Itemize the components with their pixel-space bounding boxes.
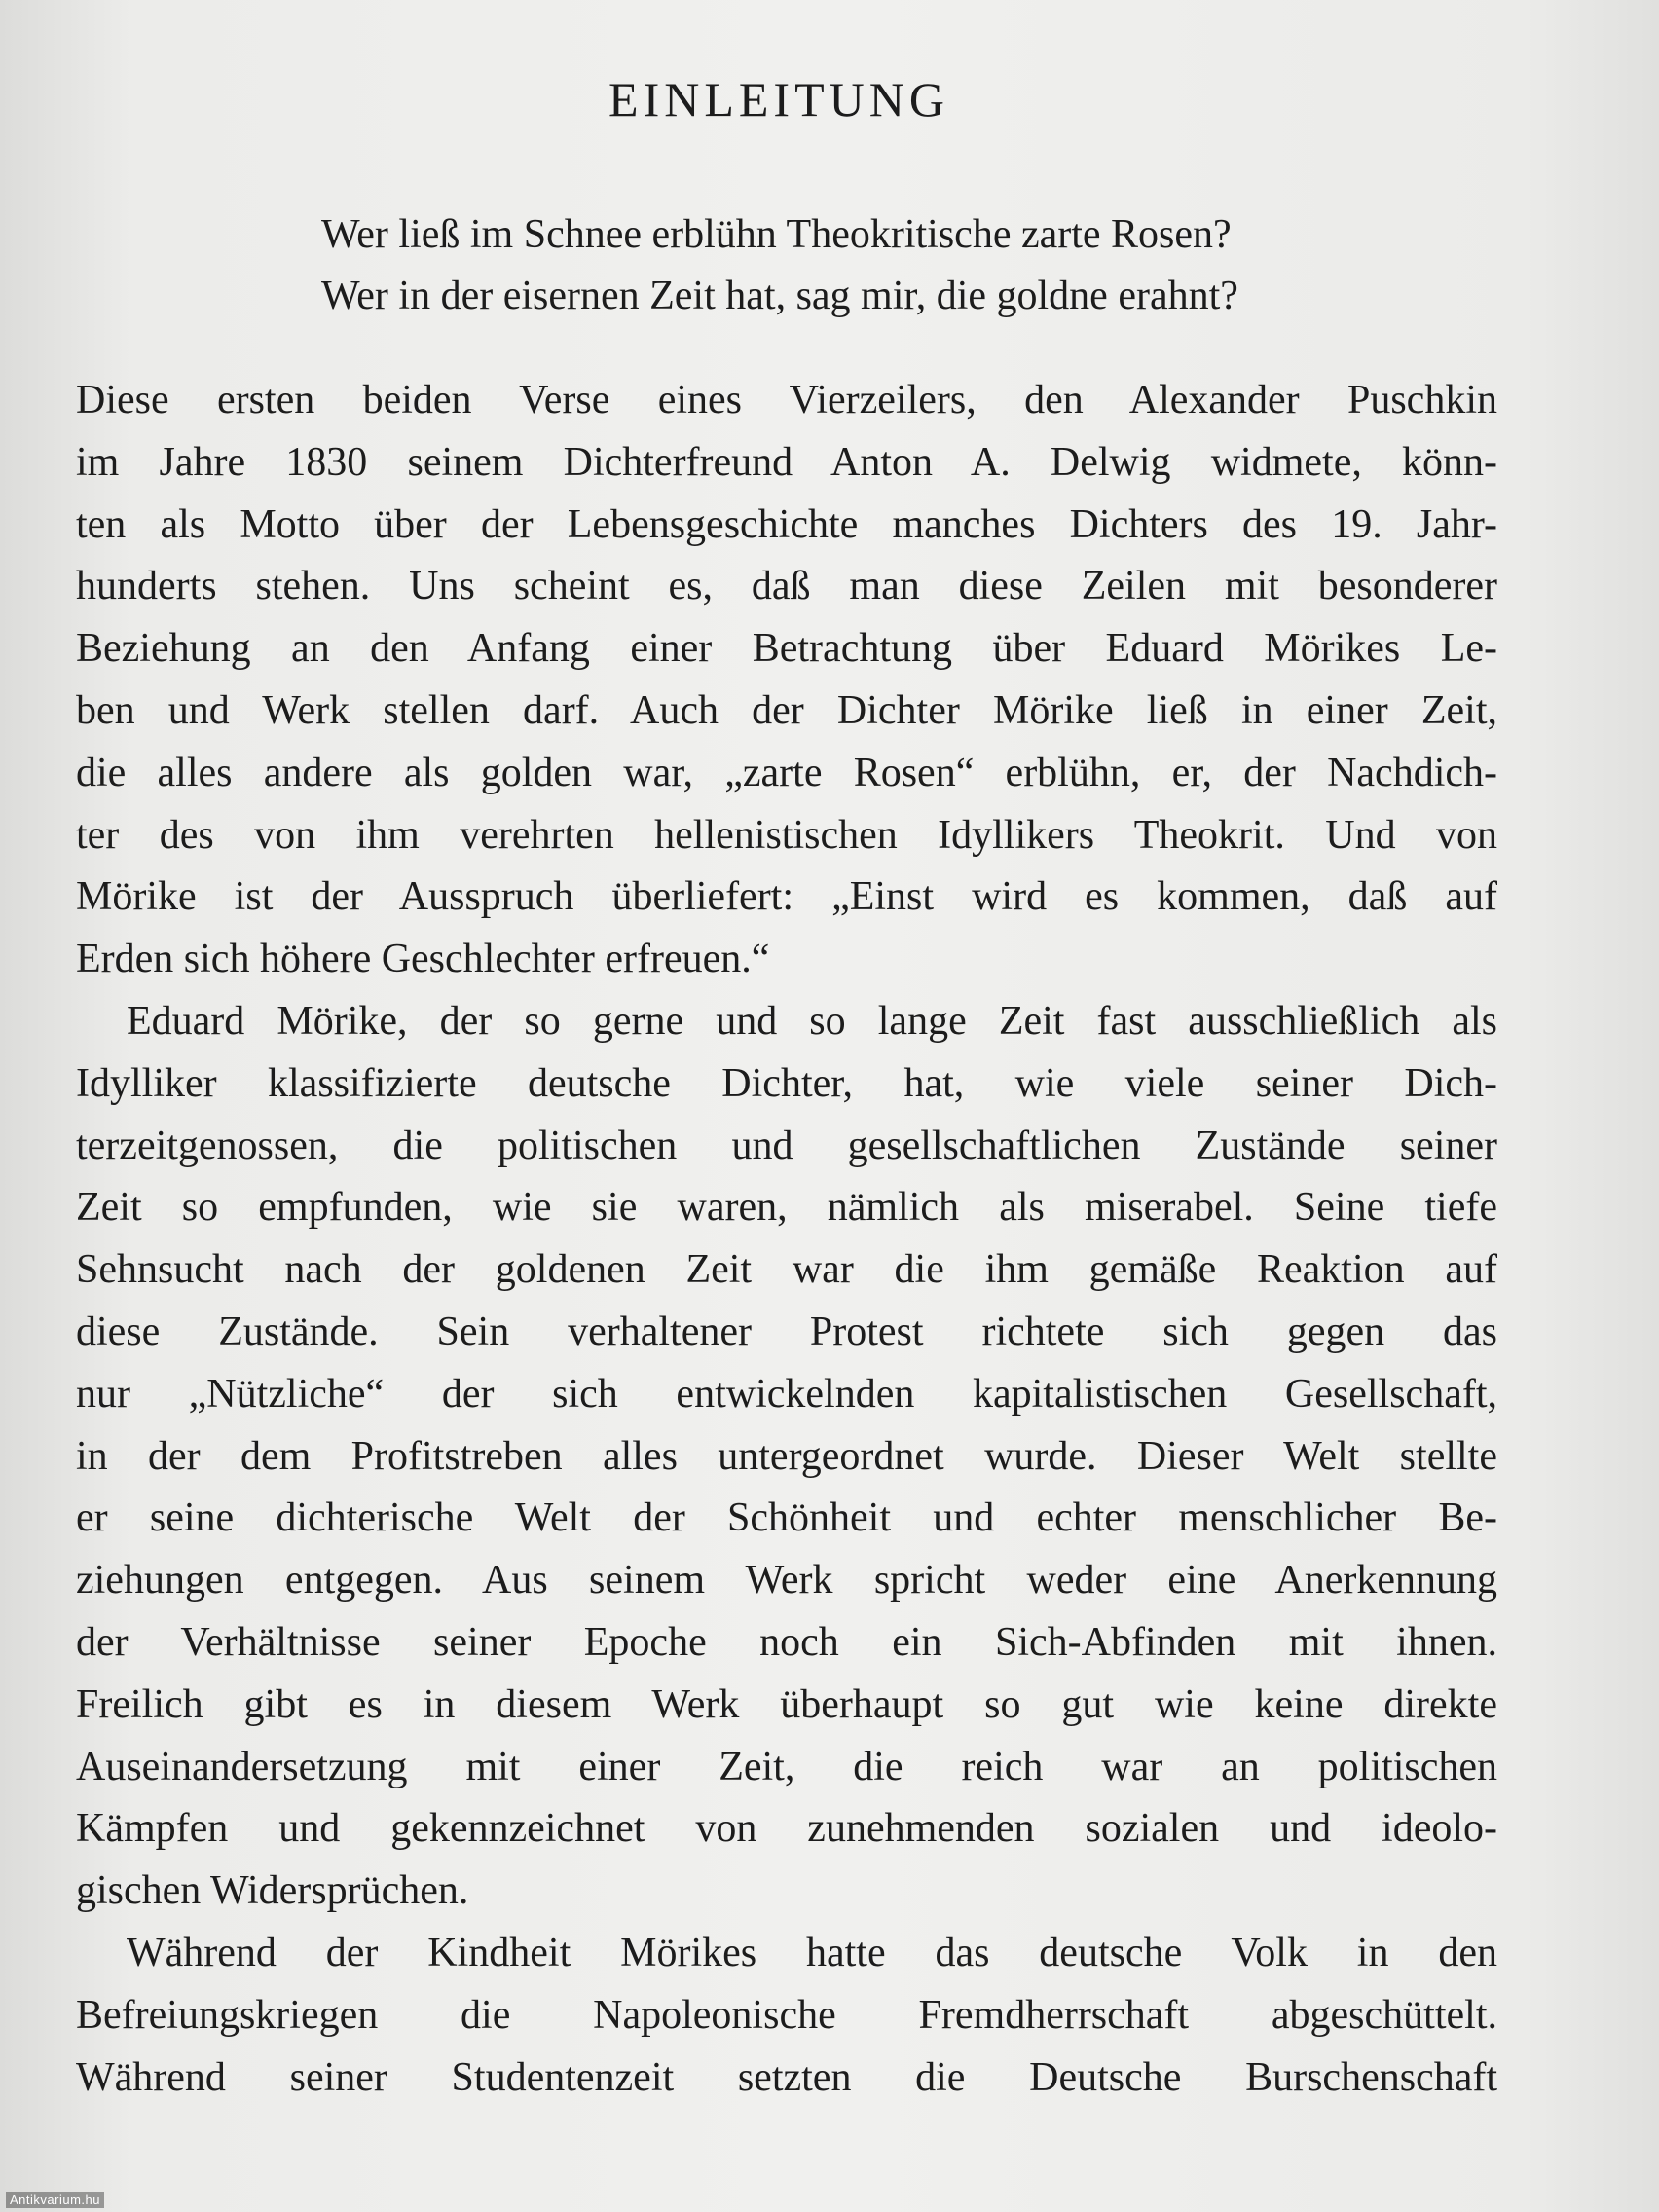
text-line: Kämpfen und gekennzeichnet von zunehmenden sozialen und ideolo-: [76, 1806, 1497, 1852]
text-line: hunderts stehen. Uns scheint es, daß man diese Zeilen mit besonderer: [76, 564, 1497, 609]
text-line: Erden sich höhere Geschlechter erfreuen.“: [76, 937, 770, 982]
text-line: terzeitgenossen, die politischen und gesellschaftlichen Zustände seiner: [76, 1123, 1497, 1168]
text-line: Diese ersten beiden Verse eines Vierzeilers, den Alexander Puschkin: [76, 378, 1497, 423]
text-line: die alles andere als golden war, „zarte Rosen“ erblühn, er, der Nachdich-: [76, 750, 1497, 795]
motto-verse: [321, 204, 1238, 327]
text-line: gischen Widersprüchen.: [76, 1868, 469, 1914]
text-line: ter des von ihm verehrten hellenistischen Idyllikers Theokrit. Und von: [76, 812, 1497, 858]
paragraph-1: [76, 370, 1497, 991]
text-line: nur „Nützliche“ der sich entwickelnden kapitalistischen Gesellschaft,: [76, 1371, 1497, 1417]
motto-line: Wer in der eisernen Zeit hat, sag mir, die goldne erahnt?: [321, 274, 1238, 318]
text-line: Idylliker klassifizierte deutsche Dichter, hat, wie viele seiner Dich-: [76, 1060, 1497, 1106]
text-line: im Jahre 1830 seinem Dichterfreund Anton A. Delwig widmete, könn-: [76, 439, 1497, 485]
text-line: ziehungen entgegen. Aus seinem Werk spricht weder eine Anerkennung: [76, 1558, 1497, 1604]
text-line: ten als Motto über der Lebensgeschichte manches Dichters des 19. Jahr-: [76, 501, 1497, 547]
text-line: Auseinandersetzung mit einer Zeit, die reich war an politischen: [76, 1744, 1497, 1789]
watermark: Antikvarium.hu: [6, 2192, 104, 2208]
text-line: Zeit so empfunden, wie sie waren, nämlich als miserabel. Seine tiefe: [76, 1185, 1497, 1231]
text-line: diese Zustände. Sein verhaltener Protest richtete sich gegen das: [76, 1309, 1497, 1354]
body-text: [76, 370, 1497, 2109]
text-line: Eduard Mörike, der so gerne und so lange Zeit fast ausschließlich als: [127, 998, 1497, 1044]
chapter-heading: EINLEITUNG: [608, 72, 949, 127]
text-line: er seine dichterische Welt der Schönheit und echter menschlicher Be-: [76, 1495, 1497, 1541]
paragraph-2: [76, 991, 1497, 1923]
text-line: Mörike ist der Ausspruch überliefert: „Einst wird es kommen, daß auf: [76, 874, 1497, 920]
text-line: Beziehung an den Anfang einer Betrachtung über Eduard Mörikes Le-: [76, 626, 1497, 672]
text-line: Freilich gibt es in diesem Werk überhaupt so gut wie keine direkte: [76, 1681, 1497, 1727]
text-line: ben und Werk stellen darf. Auch der Dichter Mörike ließ in einer Zeit,: [76, 687, 1497, 733]
text-line: der Verhältnisse seiner Epoche noch ein Sich-Abfinden mit ihnen.: [76, 1619, 1497, 1665]
text-line: in der dem Profitstreben alles untergeordnet wurde. Dieser Welt stellte: [76, 1433, 1497, 1479]
text-line: Während seiner Studentenzeit setzten die Deutsche Burschenschaft: [76, 2054, 1497, 2100]
text-line: Befreiungskriegen die Napoleonische Fremdherrschaft abgeschüttelt.: [76, 1992, 1497, 2038]
motto-line: Wer ließ im Schnee erblühn Theokritische zarte Rosen?: [321, 212, 1232, 257]
text-line: Sehnsucht nach der goldenen Zeit war die ihm gemäße Reaktion auf: [76, 1247, 1497, 1293]
text-line: Während der Kindheit Mörikes hatte das deutsche Volk in den: [127, 1930, 1497, 1975]
paragraph-3: [76, 1923, 1497, 2109]
